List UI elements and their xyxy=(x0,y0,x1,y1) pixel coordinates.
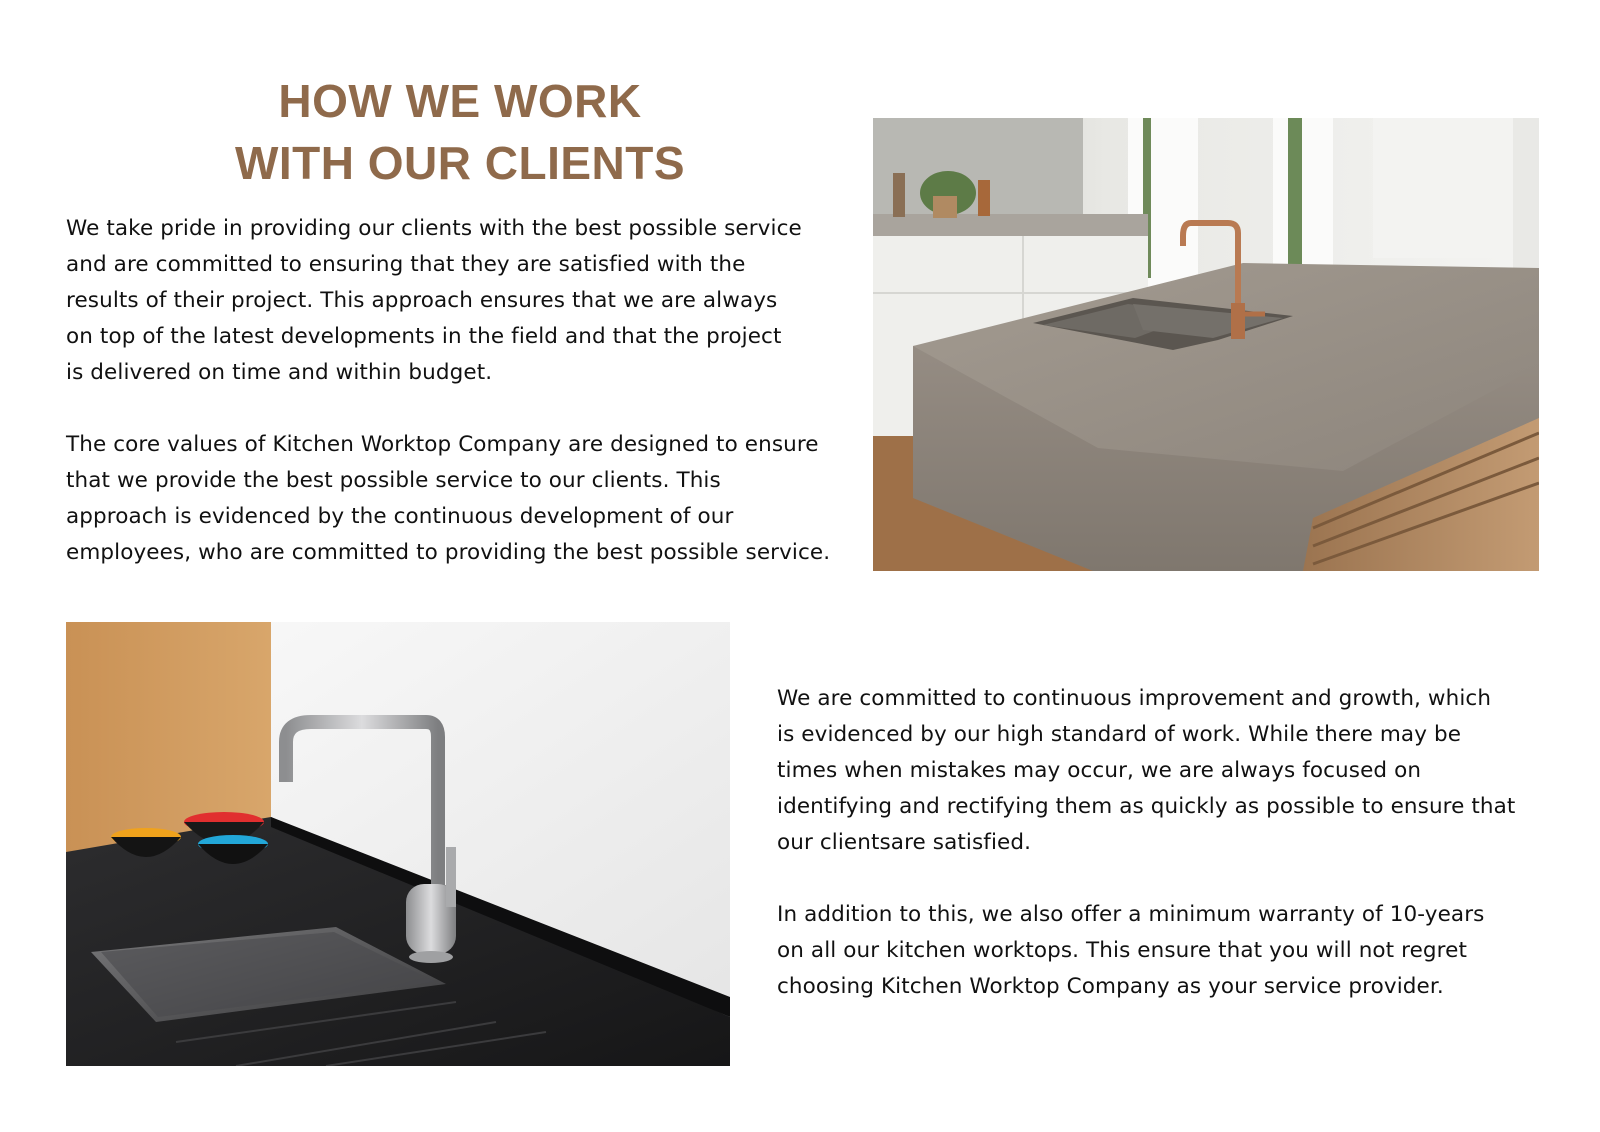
page-title-line-2: WITH OUR CLIENTS xyxy=(234,137,686,189)
page-title xyxy=(60,70,860,194)
kitchen-island-photo xyxy=(873,118,1539,571)
core-values-paragraph: The core values of Kitchen Worktop Company are designed to ensure that we provide the best possible service to our clients. This approach is evidenced by the continuous development of our employees, who are committed to providing the best possible service. xyxy=(66,432,831,565)
improvement-paragraph: We are committed to continuous improvement and growth, which is evidenced by our high standard of work. While there may be times when mistakes may occur, we are always focused on identifying and rectifying them as quickly as possible to ensure that our clientsare satisfied. xyxy=(777,686,1516,855)
intro-paragraph: We take pride in providing our clients with the best possible service and are committed to ensuring that they are satisfied with the results of their project. This approach ensures that we are always on top of the latest developments in the field and that the project is delivered on time and within budget. xyxy=(66,216,802,385)
black-worktop-sink-photo xyxy=(66,622,730,1066)
page-title-line-1: HOW WE WORK xyxy=(278,75,642,127)
warranty-paragraph: In addition to this, we also offer a minimum warranty of 10-years on all our kitchen worktops. This ensure that you will not regret choosing Kitchen Worktop Company as your service provider. xyxy=(777,902,1485,999)
